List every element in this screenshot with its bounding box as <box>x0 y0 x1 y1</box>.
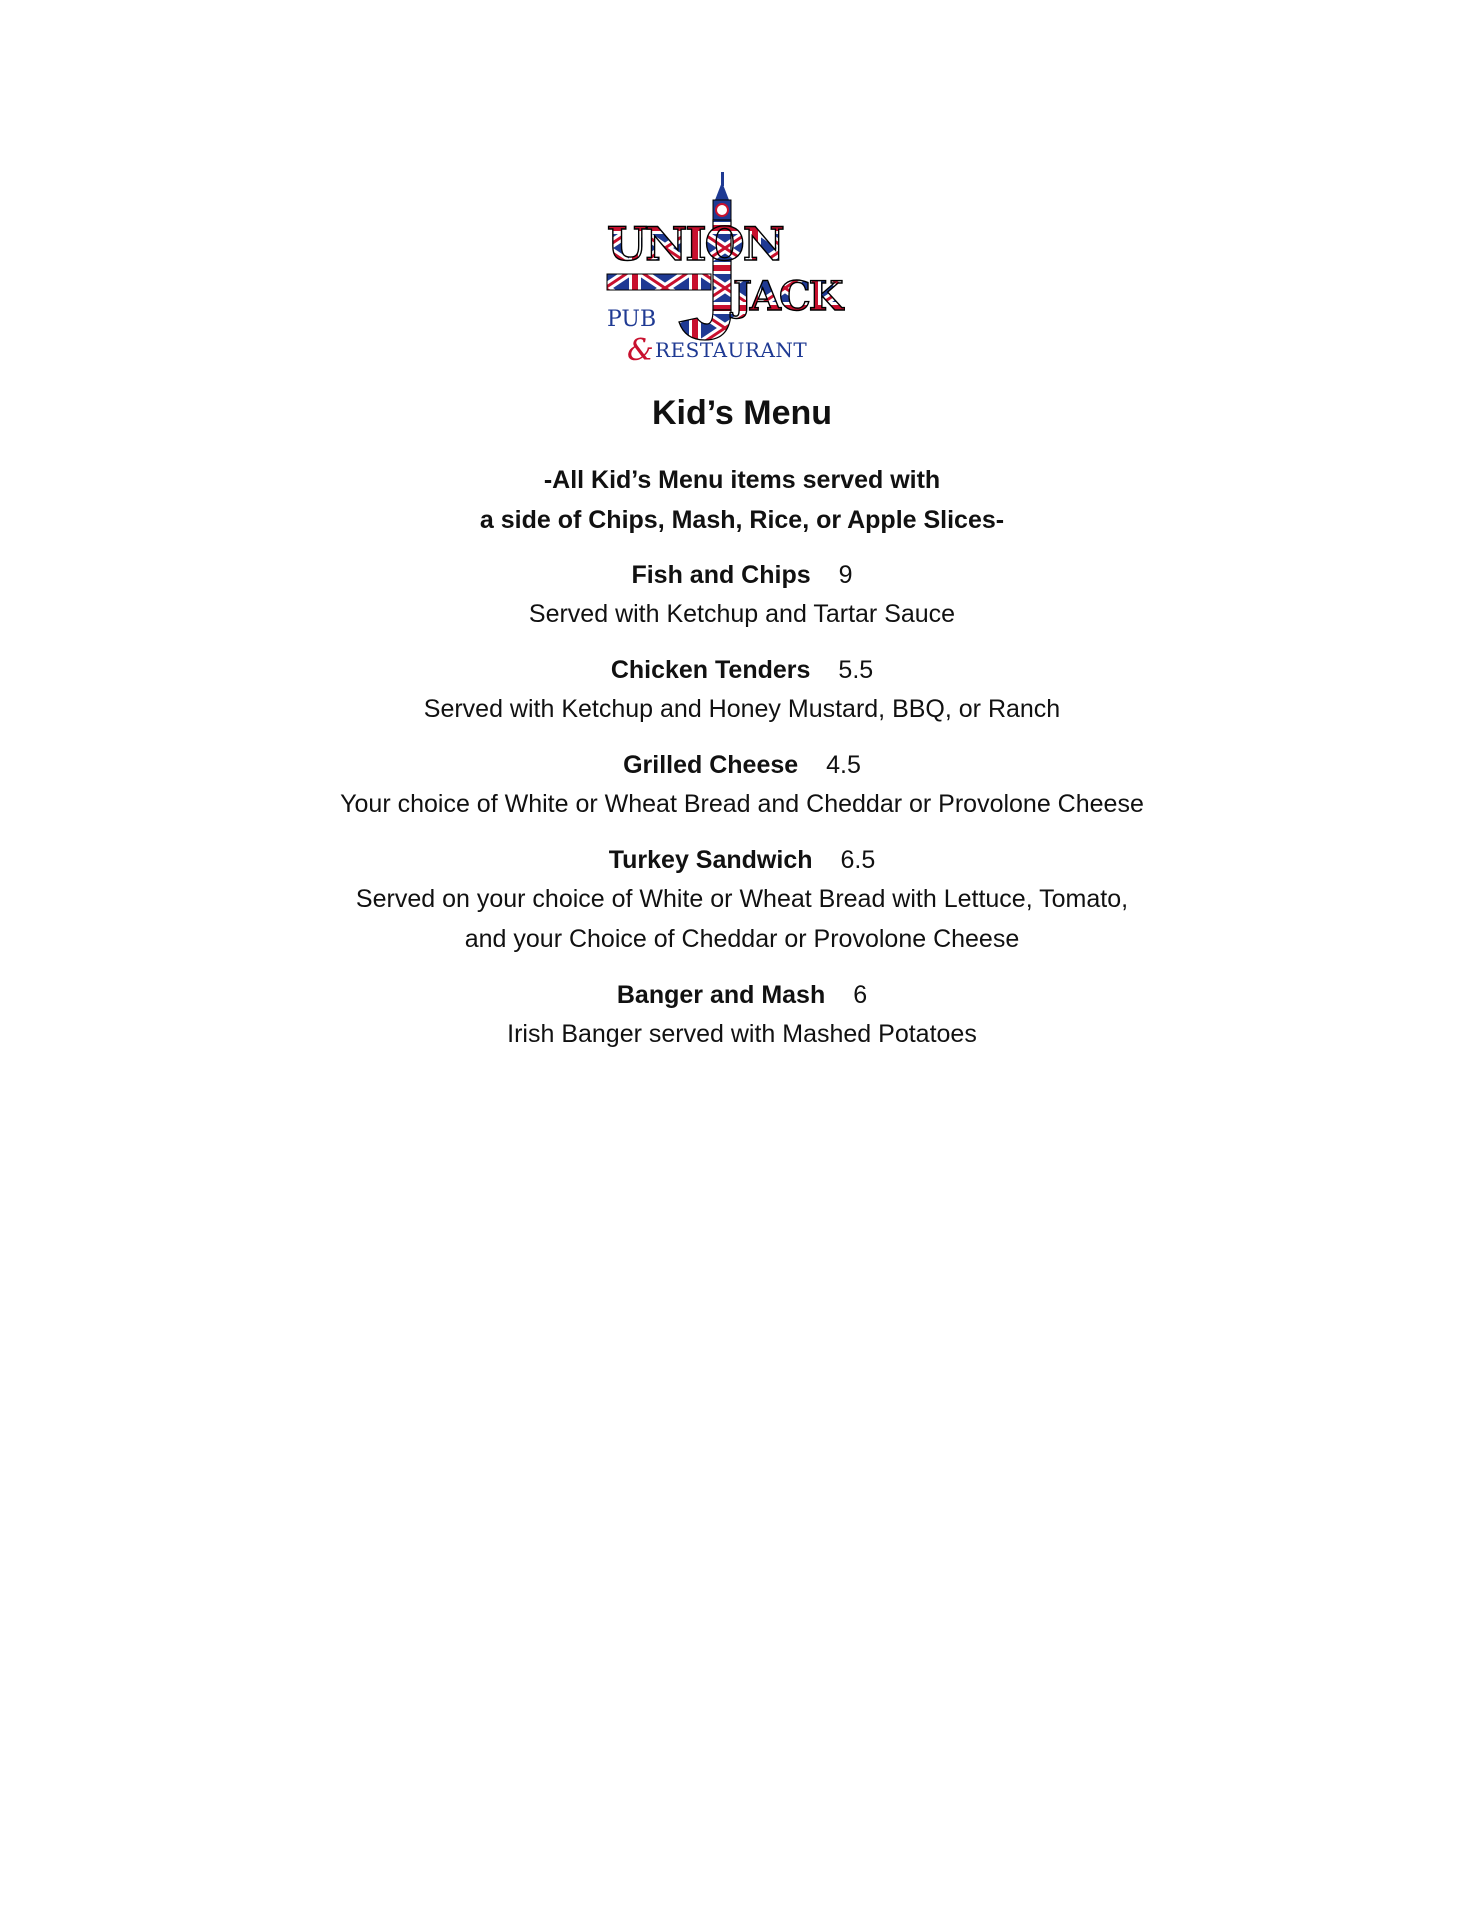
logo-restaurant-text: RESTAURANT <box>655 338 808 362</box>
intro-line-1: -All Kid’s Menu items served with <box>543 466 941 494</box>
item-price: 4.5 <box>826 751 861 779</box>
menu-item-banger-and-mash <box>0 976 1484 1054</box>
item-description <box>0 784 1484 824</box>
clock-icon <box>716 204 728 216</box>
item-description-line: and your Choice of Cheddar or Provolone Cheese <box>464 925 1020 953</box>
item-description-line: Served with Ketchup and Honey Mustard, BBQ, or Ranch <box>423 695 1061 723</box>
item-name: Grilled Cheese <box>623 751 799 779</box>
logo-jack-text: JACK <box>733 273 842 320</box>
item-description-line: Irish Banger served with Mashed Potatoes <box>507 1020 977 1048</box>
menu-intro <box>0 460 1484 540</box>
menu-item-grilled-cheese <box>0 746 1484 824</box>
item-name: Turkey Sandwich <box>608 846 813 874</box>
item-name: Fish and Chips <box>631 561 811 589</box>
item-description-line: Served on your choice of White or Wheat Bread with Lettuce, Tomato, <box>355 885 1129 913</box>
item-price: 6.5 <box>840 846 876 874</box>
item-price: 6 <box>853 981 868 1009</box>
item-name: Banger and Mash <box>616 981 826 1009</box>
item-description-line: Served with Ketchup and Tartar Sauce <box>528 600 956 628</box>
page-title: Kid’s Menu <box>651 394 833 432</box>
item-price: 5.5 <box>838 656 874 684</box>
item-price: 9 <box>838 561 853 589</box>
logo-pub-text: PUB <box>607 307 657 332</box>
item-description <box>0 689 1484 729</box>
item-name: Chicken Tenders <box>610 656 811 684</box>
item-description-line: Your choice of White or Wheat Bread and Cheddar or Provolone Cheese <box>340 790 1144 818</box>
menu-item-chicken-tenders <box>0 651 1484 729</box>
menu-item-fish-and-chips <box>0 556 1484 634</box>
intro-line-2: a side of Chips, Mash, Rice, or Apple Slices- <box>479 506 1005 534</box>
logo-union-text: UNION <box>607 217 783 271</box>
menu-items <box>0 556 1484 1071</box>
item-description <box>0 879 1484 959</box>
item-description <box>0 594 1484 634</box>
logo-ampersand: & <box>627 333 654 368</box>
item-description <box>0 1014 1484 1054</box>
menu-item-turkey-sandwich <box>0 841 1484 959</box>
union-jack-logo <box>605 168 845 368</box>
union-jack-logo-graphic <box>605 168 845 368</box>
